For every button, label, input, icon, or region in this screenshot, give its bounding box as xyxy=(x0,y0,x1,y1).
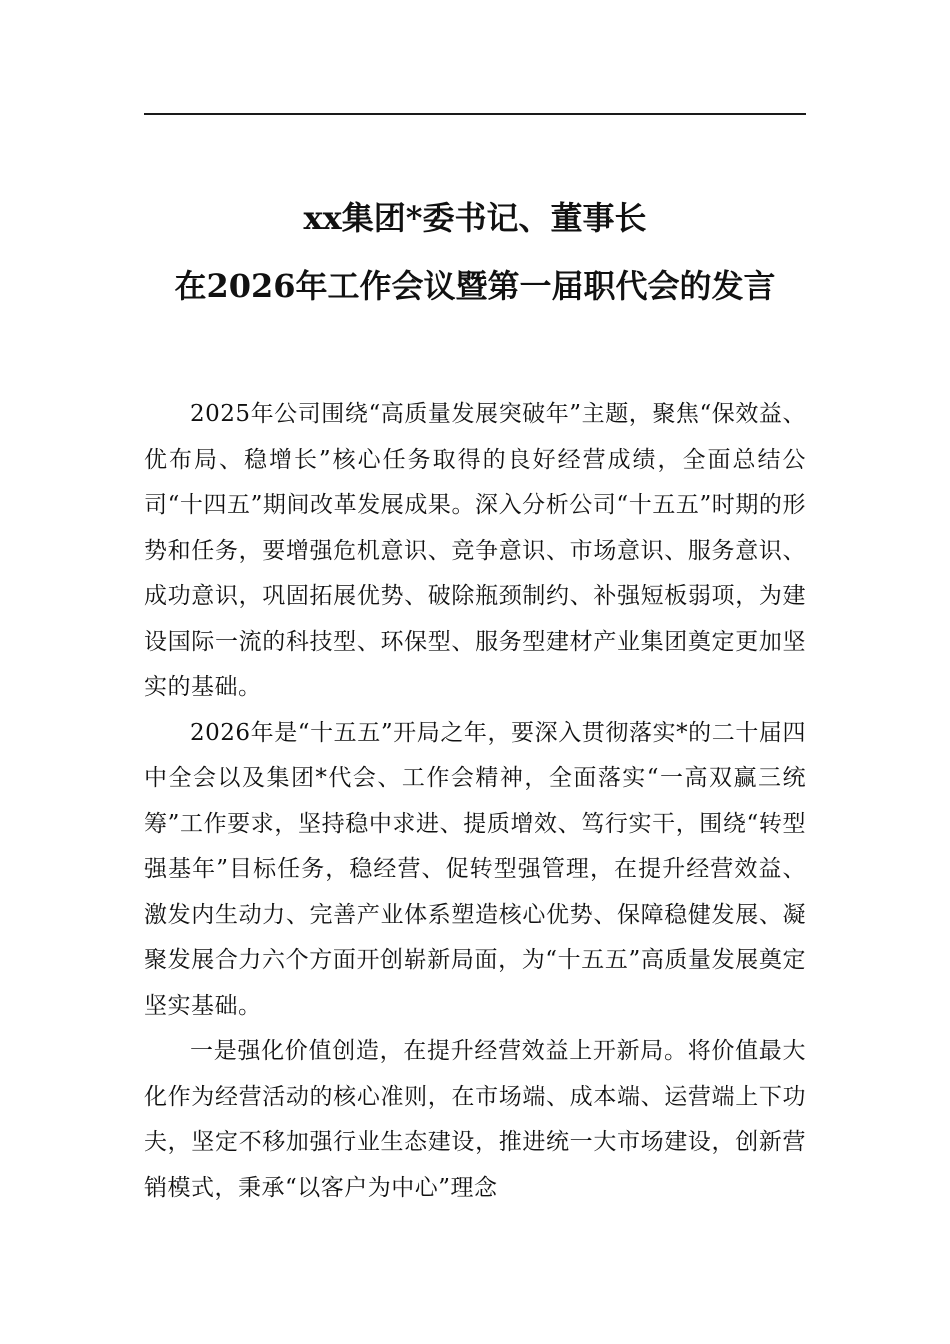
paragraph-3: 一是强化价值创造，在提升经营效益上开新局。将价值最大化作为经营活动的核心准则，在市场端、成本端、运营端上下功夫，坚定不移加强行业生态建设，推进统一大市场建设，创新营销模式，秉承“以客户为中心”理念 xyxy=(144,1038,806,1201)
paragraph-1: 2025年公司围绕“高质量发展突破年”主题，聚焦“保效益、优布局、稳增长”核心任务取得的良好经营成绩，全面总结公司“十四五”期间改革发展成果。深入分析公司“十五五”时期的形势和任务，要增强危机意识、竞争意识、市场意识、服务意识、成功意识，巩固拓展优势、破除瓶颈制约、补强短板弱项，为建设国际一流的科技型、环保型、服务型建材产业集团奠定更加坚实的基础。 xyxy=(144,401,806,700)
document-title xyxy=(144,190,806,326)
title-line-1: xx集团*委书记、董事长 xyxy=(303,199,647,237)
paragraph-2: 2026年是“十五五”开局之年，要深入贯彻落实*的二十届四中全会以及集团*代会、工作会精神，全面落实“一高双赢三统筹”工作要求，坚持稳中求进、提质增效、笃行实干，围绕“转型强基年”目标任务，稳经营、促转型强管理，在提升经营效益、激发内生动力、完善产业体系塑造核心优势、保障稳健发展、凝聚发展合力六个方面开创崭新局面，为“十五五”高质量发展奠定坚实基础。 xyxy=(144,719,806,1019)
header-rule xyxy=(144,113,806,115)
document-body xyxy=(144,392,806,1211)
title-line-2: 在2026年工作会议暨第一届职代会的发言 xyxy=(174,267,776,305)
